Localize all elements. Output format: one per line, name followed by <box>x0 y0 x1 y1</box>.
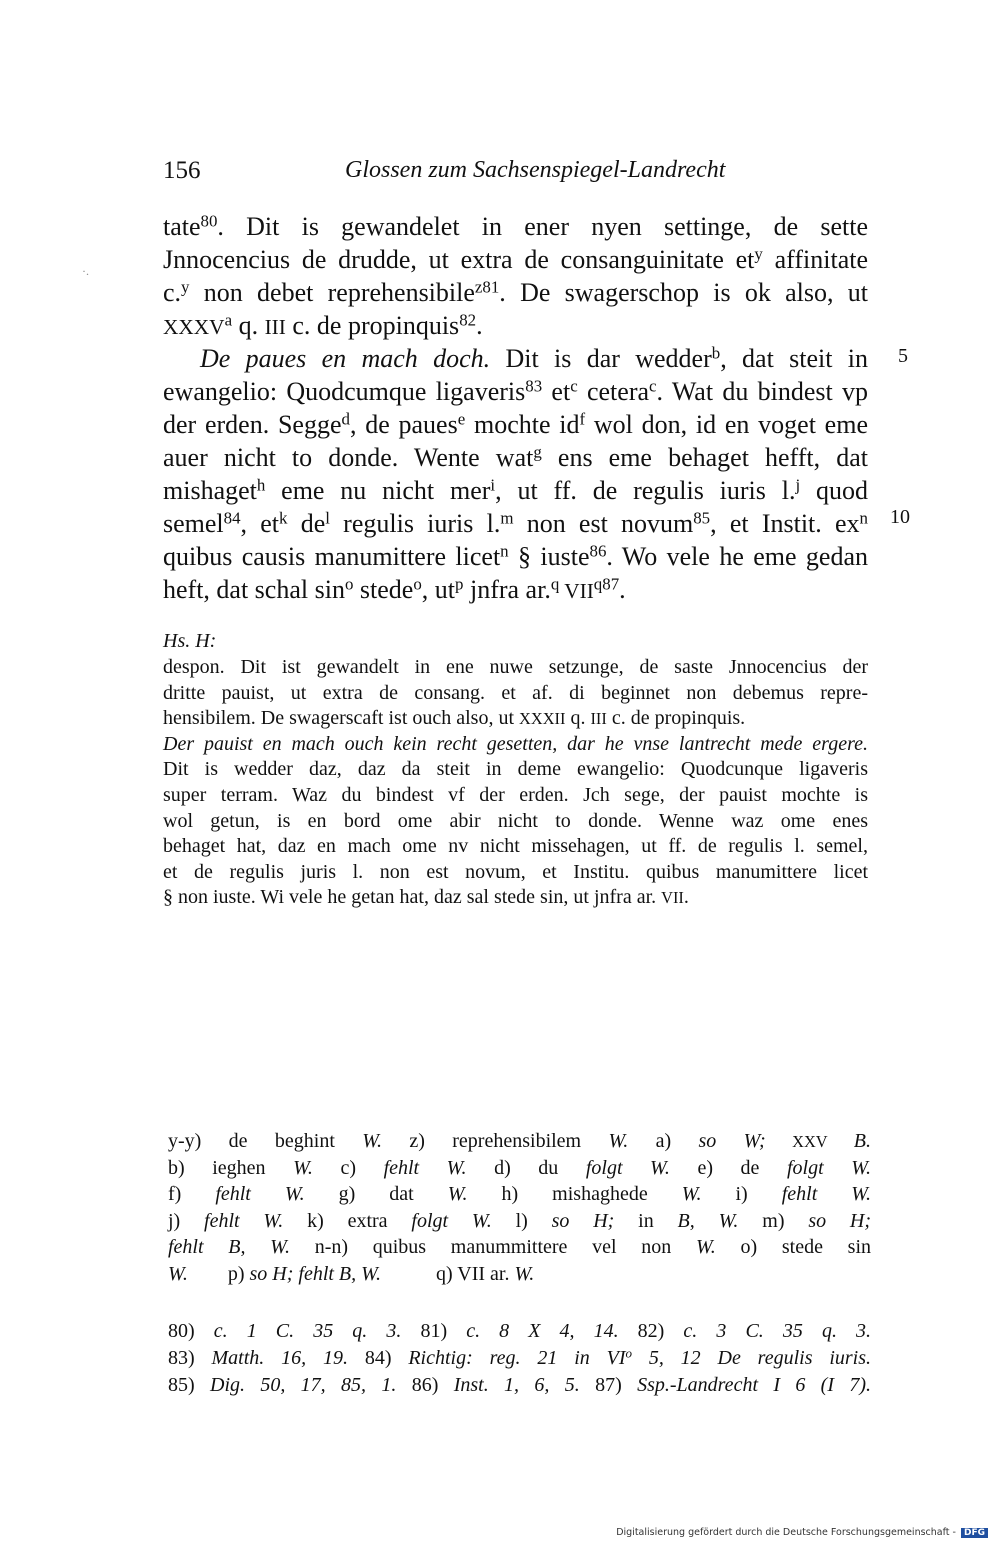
variant-note-p: p) so H; fehlt B, W. <box>227 1262 381 1285</box>
hs-h-line: dritte pauist, ut extra de consang. et af. di beginnet non debemus repre- <box>163 681 868 704</box>
main-text-line: semel$^{84}$, $et^k$ $de^l$ regulis iuris l.$^m$ non est novum$^{85}$, et Instit. $ex^n$ <box>163 508 868 538</box>
variant-note-z: z) reprehensibilem W. <box>409 1130 629 1152</box>
reference-line <box>168 1372 871 1399</box>
reference-87: 87) Ssp.-Landrecht I 6 (I 7). <box>595 1374 871 1396</box>
hs-h-line: super terram. Waz du bindest vf der erden. Jch sege, der pauist mochte is <box>163 783 868 806</box>
main-text-line: der erden. Segge$^d$, de paues$^e$ mochte $id^f$ wol don, id en voget eme <box>163 409 868 439</box>
variant-note-i: i) fehlt W. <box>735 1183 872 1205</box>
main-text-line: c.$^y$ non debet reprehensibile$^{z81}$. De swagerschop is ok also, ut <box>163 277 868 307</box>
variant-note-d: d) du folgt W. <box>494 1156 670 1179</box>
reference-82: 82) c. 3 C. 35 q. 3. <box>637 1320 872 1342</box>
variant-note-q: q) VII ar. W. <box>435 1262 535 1285</box>
line-number-5: 5 <box>898 345 908 367</box>
main-text-line: De paues en mach doch. Dit is dar wedder$^b$, dat steit in <box>200 343 868 373</box>
variant-note-e: e) de folgt W. <box>697 1156 872 1179</box>
variant-notes-line <box>168 1128 871 1155</box>
main-text <box>163 210 868 606</box>
variant-notes-line <box>168 1155 871 1182</box>
main-text-line: auer nicht to donde. Wente wat$^g$ ens eme behaget hefft, dat <box>163 442 868 472</box>
variant-note-f: f) fehlt W. <box>168 1183 305 1205</box>
reference-80: 80) c. 1 C. 35 q. 3. <box>168 1320 402 1342</box>
source-references <box>168 1318 871 1399</box>
hs-h-line: hensibilem. De swagerscaft ist ouch also, ut XXXII q. III c. de propinquis. <box>163 707 746 730</box>
variant-note-c: c) fehlt W. <box>340 1156 467 1179</box>
variant-note-g: g) dat W. <box>338 1183 468 1205</box>
main-text-line: heft, dat schal $\sin^o$ stede$^o$, $ut^p$ jnfra ar.$^q$ $VII^{q87}$. <box>163 574 626 604</box>
variant-note-b: b) ieghen W. <box>168 1156 313 1179</box>
manuscript-h-label: Hs. H: <box>163 630 217 652</box>
variant-note-y: y-y) de beghint W. <box>168 1130 383 1152</box>
reference-81: 81) c. 8 X 4, 14. <box>420 1320 619 1342</box>
hs-h-line: et de regulis juris l. non est novum, et Institu. quibus manumittere licet <box>163 860 868 883</box>
reference-86: 86) Inst. 1, 6, 5. <box>411 1374 580 1396</box>
hs-h-line: § non iuste. Wi vele he getan hat, daz sal stede sin, ut jnfra ar. VII. <box>163 886 689 909</box>
running-title: Glossen zum Sachsenspiegel-Landrecht <box>345 157 726 183</box>
dfg-logo: DFG <box>961 1528 988 1538</box>
reference-line <box>168 1318 871 1345</box>
main-text-line: quibus causis manumittere licet$^n$ § iuste$^{86}$. Wo vele he eme gedan <box>163 541 869 571</box>
main-text-line: Jnnocencius de drudde, ut extra de consanguinitate $et^y$ affinitate <box>163 244 868 274</box>
reference-84: 84) Richtig: reg. 21 in $VI^o$ 5, 12 De regulis iuris. <box>364 1345 872 1369</box>
main-text-line: ewangelio: Quodcumque ligaveris$^{83}$ $et^c$ cetera$^c$. Wat du bindest vp <box>163 376 868 406</box>
variant-note-j: j) fehlt W. <box>168 1209 284 1232</box>
hs-h-line: wol getun, is en bord ome abir nicht to donde. Wenne waz ome enes <box>163 809 868 832</box>
hs-h-line: behaget hat, daz en mach ome nv nicht missehagen, ut ff. de regulis l. semel, <box>163 835 868 858</box>
margin-mark: ·. <box>82 264 89 278</box>
variant-note-m-cont: fehlt B, W. <box>168 1236 290 1258</box>
main-text-line: tate$^{80}$. Dit is gewandelet in ener nyen settinge, de sette <box>163 211 868 241</box>
reference-83: 83) Matth. 16, 19. <box>168 1347 348 1369</box>
hs-h-line: Der pauist en mach ouch kein recht gesetten, dar he vnse lantrecht mede ergere. <box>163 732 868 755</box>
variant-notes <box>168 1128 871 1287</box>
variant-note-k: k) extra folgt W. <box>307 1209 492 1232</box>
page-number: 156 <box>163 157 201 184</box>
manuscript-h-text <box>163 655 868 911</box>
main-text-line: XXXV$^a$ q. III c. de propinquis$^{82}$. <box>163 310 483 340</box>
variant-notes-line <box>168 1234 871 1261</box>
variant-notes-line <box>168 1208 871 1235</box>
main-text-line: mishaget$^h$ eme nu nicht mer$^i$, ut ff. de regulis iuris l.$^j$ quod <box>163 475 869 505</box>
hs-h-line: despon. Dit ist gewandelt in ene nuwe setzunge, de saste Jnnocencius der <box>163 656 868 678</box>
variant-note-o-cont: W. <box>168 1262 188 1285</box>
reference-line <box>168 1345 871 1372</box>
credit-text: Digitalisierung gefördert durch die Deutsche Forschungsgemeinschaft - <box>616 1527 956 1538</box>
variant-notes-line <box>168 1261 871 1288</box>
reference-85: 85) Dig. 50, 17, 85, 1. <box>168 1374 397 1396</box>
variant-note-a: a) so W; XXV B. <box>655 1130 871 1152</box>
variant-notes-line <box>168 1181 871 1208</box>
variant-note-m: m) so H; <box>762 1209 872 1232</box>
line-number-10: 10 <box>890 506 910 528</box>
variant-note-o: o) stede sin <box>740 1236 872 1258</box>
variant-note-l: l) so H; in B, W. <box>515 1209 739 1232</box>
variant-note-h: h) mishaghede W. <box>501 1183 702 1205</box>
hs-h-line: Dit is wedder daz, daz da steit in deme ewangelio: Quodcunque ligaveris <box>163 758 868 781</box>
variant-note-n: n-n) quibus manummittere vel non W. <box>314 1236 716 1258</box>
digitization-credit <box>616 1527 988 1538</box>
